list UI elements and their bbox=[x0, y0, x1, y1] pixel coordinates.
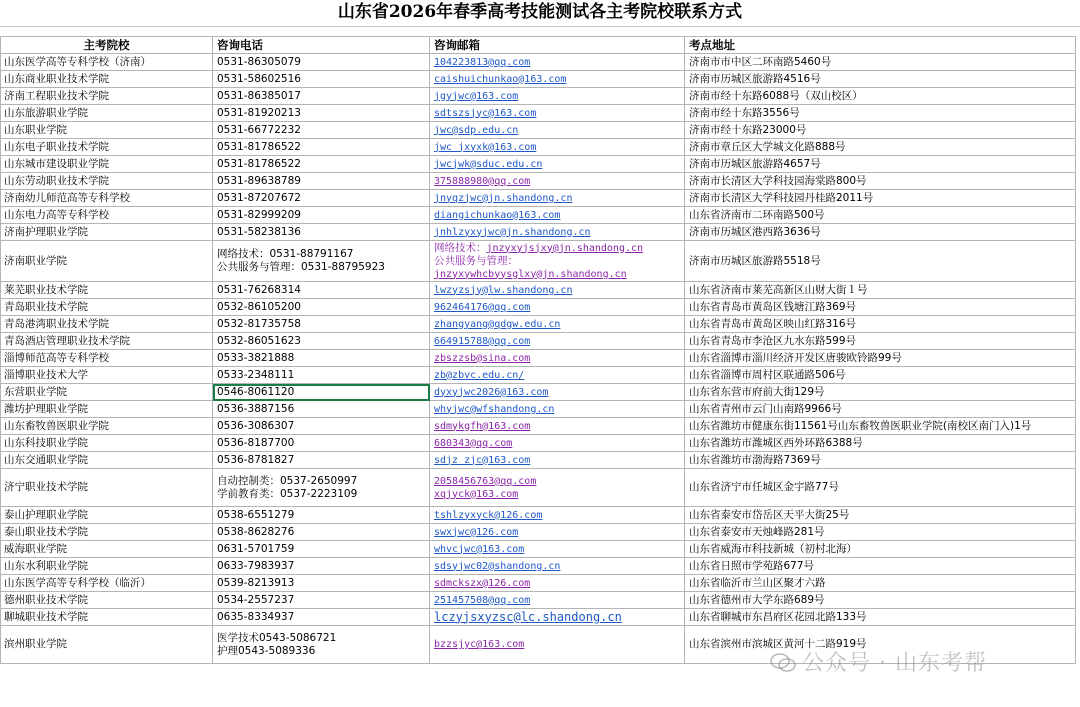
email-link[interactable]: sdsyjwc02@shandong.cn bbox=[434, 560, 561, 572]
cell-address[interactable]: 济南市历城区港西路3636号 bbox=[685, 224, 1076, 241]
email-link[interactable]: swxjwc@126.com bbox=[434, 526, 519, 538]
cell-address[interactable]: 山东省日照市学苑路677号 bbox=[685, 558, 1076, 575]
table-row bbox=[1, 367, 1076, 384]
cell-phone[interactable] bbox=[213, 592, 430, 609]
header-email[interactable]: 咨询邮箱 bbox=[430, 37, 685, 54]
table-row bbox=[1, 207, 1076, 224]
phone-text: 0635-8334937 bbox=[217, 610, 295, 623]
cell-school[interactable]: 青岛职业技术学院 bbox=[1, 299, 213, 316]
phone-text: 0531-89638789 bbox=[217, 174, 301, 187]
table-row bbox=[1, 190, 1076, 207]
cell-address[interactable]: 山东省济南市莱芜高新区山财大街１号 bbox=[685, 282, 1076, 299]
email-link[interactable]: xqjyck@163.com bbox=[434, 488, 519, 500]
phone-text: 0532-86051623 bbox=[217, 334, 301, 347]
cell-email[interactable] bbox=[430, 71, 685, 88]
cell-address[interactable]: 山东省威海市科技新城（初村北海） bbox=[685, 541, 1076, 558]
table-row bbox=[1, 224, 1076, 241]
cell-phone[interactable] bbox=[213, 452, 430, 469]
email-link[interactable]: whyjwc@wfshandong.cn bbox=[434, 403, 555, 415]
cell-email[interactable] bbox=[430, 626, 685, 664]
cell-phone[interactable] bbox=[213, 173, 430, 190]
phone-text: 0531-86305079 bbox=[217, 55, 301, 68]
phone-text: 0534-2557237 bbox=[217, 593, 295, 606]
cell-school[interactable]: 淄博师范高等专科学校 bbox=[1, 350, 213, 367]
cell-email[interactable] bbox=[430, 282, 685, 299]
email-label: 网络技术： bbox=[434, 241, 487, 254]
cell-phone[interactable] bbox=[213, 207, 430, 224]
email-link[interactable]: zb@zbvc.edu.cn/ bbox=[434, 369, 525, 381]
phone-text: 0531-86385017 bbox=[217, 89, 301, 102]
cell-school[interactable]: 济南工程职业技术学院 bbox=[1, 88, 213, 105]
cell-address[interactable]: 山东省青岛市黄岛区映山红路316号 bbox=[685, 316, 1076, 333]
cell-email[interactable] bbox=[430, 367, 685, 384]
cell-phone[interactable] bbox=[213, 156, 430, 173]
cell-address[interactable]: 山东省青岛市李沧区九水东路599号 bbox=[685, 333, 1076, 350]
watermark-text: 公众号 · 山东考帮 bbox=[802, 651, 987, 676]
email-label: 公共服务与管理： bbox=[434, 254, 518, 267]
cell-email[interactable] bbox=[430, 592, 685, 609]
email-link[interactable]: jnzyxywhcbyysglxy@jn.shandong.cn bbox=[434, 268, 627, 280]
phone-text: 0531-82999209 bbox=[217, 208, 301, 221]
cell-email[interactable] bbox=[430, 452, 685, 469]
phone-text: 0533-2348111 bbox=[217, 368, 295, 381]
email-link[interactable]: sdmckszx@126.com bbox=[434, 577, 531, 589]
table-row bbox=[1, 173, 1076, 190]
phone-text: 医学技术0543-5086721 bbox=[217, 631, 337, 644]
email-link[interactable]: tshlzyxyck@126.com bbox=[434, 509, 543, 521]
cell-email[interactable] bbox=[430, 105, 685, 122]
table-row bbox=[1, 469, 1076, 507]
cell-school[interactable]: 济南护理职业学院 bbox=[1, 224, 213, 241]
cell-school[interactable]: 济宁职业技术学院 bbox=[1, 469, 213, 507]
cell-address[interactable]: 济南市历城区旅游路4657号 bbox=[685, 156, 1076, 173]
table-row bbox=[1, 71, 1076, 88]
email-link[interactable]: jwc@sdp.edu.cn bbox=[434, 124, 519, 136]
cell-phone[interactable] bbox=[213, 609, 430, 626]
cell-phone[interactable] bbox=[213, 139, 430, 156]
email-link[interactable]: jwc jxyxk@163.com bbox=[434, 141, 537, 153]
phone-text: 0531-76268314 bbox=[217, 283, 301, 296]
cell-address[interactable]: 山东省青岛市黄岛区钱塘江路369号 bbox=[685, 299, 1076, 316]
cell-phone[interactable] bbox=[213, 224, 430, 241]
cell-email[interactable] bbox=[430, 88, 685, 105]
table-row bbox=[1, 592, 1076, 609]
cell-email[interactable] bbox=[430, 316, 685, 333]
table-row bbox=[1, 88, 1076, 105]
cell-phone[interactable] bbox=[213, 71, 430, 88]
phone-text: 0546-8061120 bbox=[217, 385, 295, 398]
phone-text: 公共服务与管理：0531-88795923 bbox=[217, 261, 385, 273]
cell-phone[interactable] bbox=[213, 299, 430, 316]
cell-phone[interactable] bbox=[213, 88, 430, 105]
phone-text: 网络技术：0531-88791167 bbox=[217, 248, 354, 260]
table-row bbox=[1, 122, 1076, 139]
cell-phone[interactable] bbox=[213, 401, 430, 418]
phone-text: 0631-5701759 bbox=[217, 542, 295, 555]
cell-email[interactable] bbox=[430, 156, 685, 173]
header-row bbox=[1, 37, 1076, 54]
sheet-title: 山东省2026年春季高考技能测试各主考院校联系方式 bbox=[0, 0, 1080, 27]
phone-text: 0531-66772232 bbox=[217, 123, 301, 136]
cell-email[interactable] bbox=[430, 558, 685, 575]
phone-text: 护理0543-5089336 bbox=[217, 644, 316, 657]
cell-phone[interactable] bbox=[213, 54, 430, 71]
table-row bbox=[1, 139, 1076, 156]
cell-address[interactable]: 山东省潍坊市渤海路7369号 bbox=[685, 452, 1076, 469]
email-link[interactable]: jnhlzyxyjwc@jn.shandong.cn bbox=[434, 226, 591, 238]
cell-phone[interactable] bbox=[213, 469, 430, 507]
table-row bbox=[1, 282, 1076, 299]
email-link[interactable]: 962464176@qq.com bbox=[434, 301, 531, 313]
email-link[interactable]: 251457508@qq.com bbox=[434, 594, 531, 606]
phone-text: 0531-87207672 bbox=[217, 191, 301, 204]
cell-school[interactable]: 山东商业职业技术学院 bbox=[1, 71, 213, 88]
cell-school[interactable]: 泰山职业技术学院 bbox=[1, 524, 213, 541]
cell-address[interactable]: 山东省潍坊市健康东街11561号山东畜牧兽医职业学院(南校区南门入)1号 bbox=[685, 418, 1076, 435]
cell-email[interactable] bbox=[430, 207, 685, 224]
cell-school[interactable]: 济南职业学院 bbox=[1, 241, 213, 282]
cell-school[interactable]: 山东医学高等专科学校（临沂） bbox=[1, 575, 213, 592]
cell-email[interactable] bbox=[430, 350, 685, 367]
cell-school[interactable]: 山东旅游职业学院 bbox=[1, 105, 213, 122]
cell-school[interactable]: 山东劳动职业技术学院 bbox=[1, 173, 213, 190]
cell-email[interactable] bbox=[430, 609, 685, 626]
cell-address[interactable]: 济南市经十东路3556号 bbox=[685, 105, 1076, 122]
cell-email[interactable] bbox=[430, 190, 685, 207]
table-row bbox=[1, 541, 1076, 558]
cell-address[interactable]: 山东省泰安市天烛峰路281号 bbox=[685, 524, 1076, 541]
cell-school[interactable]: 山东水利职业学院 bbox=[1, 558, 213, 575]
cell-address[interactable]: 山东省济宁市任城区金宇路77号 bbox=[685, 469, 1076, 507]
email-link[interactable]: 680343@qq.com bbox=[434, 437, 513, 449]
wechat-icon bbox=[770, 653, 796, 673]
cell-address[interactable]: 济南市长清区大学科技园海棠路800号 bbox=[685, 173, 1076, 190]
cell-email[interactable] bbox=[430, 139, 685, 156]
cell-phone[interactable] bbox=[213, 316, 430, 333]
phone-text: 0531-58602516 bbox=[217, 72, 301, 85]
cell-school[interactable]: 滨州职业学院 bbox=[1, 626, 213, 664]
cell-phone[interactable] bbox=[213, 384, 430, 401]
cell-email[interactable] bbox=[430, 418, 685, 435]
cell-address[interactable]: 济南市历城区旅游路5518号 bbox=[685, 241, 1076, 282]
cell-school[interactable]: 山东城市建设职业学院 bbox=[1, 156, 213, 173]
header-phone[interactable]: 咨询电话 bbox=[213, 37, 430, 54]
email-link[interactable]: jgyjwc@163.com bbox=[434, 90, 519, 102]
email-link[interactable]: sdtszsjyc@163.com bbox=[434, 107, 537, 119]
email-link[interactable]: zhangyang@qdgw.edu.cn bbox=[434, 318, 561, 330]
cell-phone[interactable] bbox=[213, 507, 430, 524]
cell-school[interactable]: 潍坊护理职业学院 bbox=[1, 401, 213, 418]
cell-school[interactable]: 山东交通职业学院 bbox=[1, 452, 213, 469]
cell-phone[interactable] bbox=[213, 333, 430, 350]
email-link[interactable]: 664915788@qq.com bbox=[434, 335, 531, 347]
cell-address[interactable]: 济南市章丘区大学城文化路888号 bbox=[685, 139, 1076, 156]
phone-text: 0538-8628276 bbox=[217, 525, 295, 538]
email-link[interactable]: zbszzsb@sina.com bbox=[434, 352, 531, 364]
cell-address[interactable]: 山东省青州市云门山南路9966号 bbox=[685, 401, 1076, 418]
email-link[interactable]: jnyqzjwc@jn.shandong.cn bbox=[434, 192, 573, 204]
cell-address[interactable]: 山东省东营市府前大街129号 bbox=[685, 384, 1076, 401]
cell-email[interactable] bbox=[430, 401, 685, 418]
cell-school[interactable]: 淄博职业技术大学 bbox=[1, 367, 213, 384]
cell-address[interactable]: 山东省德州市大学东路689号 bbox=[685, 592, 1076, 609]
cell-school[interactable]: 莱芜职业技术学院 bbox=[1, 282, 213, 299]
email-link[interactable]: sdmykgfh@163.com bbox=[434, 420, 531, 432]
email-link[interactable]: bzzsjyc@163.com bbox=[434, 639, 525, 650]
cell-school[interactable]: 山东畜牧兽医职业学院 bbox=[1, 418, 213, 435]
cell-address[interactable]: 山东省聊城市东昌府区花园北路133号 bbox=[685, 609, 1076, 626]
phone-text: 0531-81786522 bbox=[217, 140, 301, 153]
phone-text: 0536-8781827 bbox=[217, 453, 295, 466]
cell-phone[interactable] bbox=[213, 367, 430, 384]
phone-text: 学前教育类：0537-2223109 bbox=[217, 487, 358, 500]
cell-phone[interactable] bbox=[213, 524, 430, 541]
cell-phone[interactable] bbox=[213, 435, 430, 452]
cell-email[interactable] bbox=[430, 435, 685, 452]
cell-school[interactable]: 青岛港湾职业技术学院 bbox=[1, 316, 213, 333]
table-row bbox=[1, 316, 1076, 333]
email-link[interactable]: sdjz zjc@163.com bbox=[434, 454, 531, 466]
phone-text: 自动控制类：0537-2650997 bbox=[217, 474, 358, 487]
cell-address[interactable]: 山东省济南市二环南路500号 bbox=[685, 207, 1076, 224]
table-row bbox=[1, 452, 1076, 469]
phone-text: 0531-81920213 bbox=[217, 106, 301, 119]
email-link[interactable]: dyxyjwc2026@163.com bbox=[434, 386, 549, 398]
table-row bbox=[1, 384, 1076, 401]
table-row bbox=[1, 241, 1076, 282]
cell-email[interactable] bbox=[430, 122, 685, 139]
cell-school[interactable]: 威海职业学院 bbox=[1, 541, 213, 558]
cell-address[interactable]: 山东省临沂市兰山区聚才六路 bbox=[685, 575, 1076, 592]
cell-address[interactable]: 济南市长清区大学科技园丹桂路2011号 bbox=[685, 190, 1076, 207]
phone-text: 0536-8187700 bbox=[217, 436, 295, 449]
cell-school[interactable]: 泰山护理职业学院 bbox=[1, 507, 213, 524]
table-row bbox=[1, 507, 1076, 524]
phone-text: 0531-81786522 bbox=[217, 157, 301, 170]
cell-email[interactable] bbox=[430, 173, 685, 190]
cell-email[interactable] bbox=[430, 469, 685, 507]
contact-table bbox=[0, 36, 1076, 664]
phone-text: 0539-8213913 bbox=[217, 576, 295, 589]
cell-school[interactable]: 青岛酒店管理职业技术学院 bbox=[1, 333, 213, 350]
cell-phone[interactable] bbox=[213, 105, 430, 122]
table-row bbox=[1, 575, 1076, 592]
cell-address[interactable]: 山东省潍坊市潍城区西外环路6388号 bbox=[685, 435, 1076, 452]
phone-text: 0532-86105200 bbox=[217, 300, 301, 313]
phone-text: 0533-3821888 bbox=[217, 351, 295, 364]
header-school[interactable]: 主考院校 bbox=[1, 37, 213, 54]
cell-school[interactable]: 东营职业学院 bbox=[1, 384, 213, 401]
table-row bbox=[1, 524, 1076, 541]
table-row bbox=[1, 333, 1076, 350]
cell-phone[interactable] bbox=[213, 241, 430, 282]
email-link[interactable]: caishuichunkao@163.com bbox=[434, 73, 567, 85]
cell-address[interactable]: 济南市市中区二环南路5460号 bbox=[685, 54, 1076, 71]
table-row bbox=[1, 609, 1076, 626]
cell-email[interactable] bbox=[430, 333, 685, 350]
cell-phone[interactable] bbox=[213, 122, 430, 139]
cell-email[interactable] bbox=[430, 241, 685, 282]
cell-email[interactable] bbox=[430, 384, 685, 401]
phone-text: 0531-58238136 bbox=[217, 225, 301, 238]
table-row bbox=[1, 401, 1076, 418]
cell-phone[interactable] bbox=[213, 558, 430, 575]
cell-school[interactable]: 山东医学高等专科学校（济南） bbox=[1, 54, 213, 71]
cell-address[interactable]: 山东省滨州市滨城区黄河十二路919号 bbox=[685, 626, 1076, 664]
email-link[interactable]: whvcjwc@163.com bbox=[434, 543, 525, 555]
cell-phone[interactable] bbox=[213, 541, 430, 558]
email-link[interactable]: jwcjwk@sduc.edu.cn bbox=[434, 158, 543, 170]
email-link[interactable]: 375888980@qq.com bbox=[434, 175, 531, 187]
cell-email[interactable] bbox=[430, 54, 685, 71]
table-row bbox=[1, 350, 1076, 367]
phone-text: 0532-81735758 bbox=[217, 317, 301, 330]
watermark bbox=[770, 646, 987, 677]
cell-phone[interactable] bbox=[213, 190, 430, 207]
email-link[interactable]: lwzyzsjy@lw.shandong.cn bbox=[434, 284, 573, 296]
cell-email[interactable] bbox=[430, 224, 685, 241]
phone-text: 0633-7983937 bbox=[217, 559, 295, 572]
email-link[interactable]: diangichunkao@163.com bbox=[434, 209, 561, 221]
cell-email[interactable] bbox=[430, 575, 685, 592]
table-row bbox=[1, 418, 1076, 435]
email-link[interactable]: lczyjsxyzsc@lc.shandong.cn bbox=[434, 609, 622, 624]
email-link[interactable]: 104223813@qq.com bbox=[434, 56, 531, 68]
phone-text: 0538-6551279 bbox=[217, 508, 295, 521]
cell-school[interactable]: 济南幼儿师范高等专科学校 bbox=[1, 190, 213, 207]
cell-phone[interactable] bbox=[213, 350, 430, 367]
cell-school[interactable]: 山东电子职业技术学院 bbox=[1, 139, 213, 156]
table-row bbox=[1, 105, 1076, 122]
cell-address[interactable]: 济南市经十东路23000号 bbox=[685, 122, 1076, 139]
cell-phone[interactable] bbox=[213, 626, 430, 664]
cell-email[interactable] bbox=[430, 541, 685, 558]
email-link[interactable]: 2058456763@qq.com bbox=[434, 475, 537, 487]
table-row bbox=[1, 54, 1076, 71]
cell-phone[interactable] bbox=[213, 418, 430, 435]
table-row bbox=[1, 299, 1076, 316]
cell-school[interactable]: 聊城职业技术学院 bbox=[1, 609, 213, 626]
cell-school[interactable]: 德州职业技术学院 bbox=[1, 592, 213, 609]
cell-address[interactable]: 山东省泰安市岱岳区天平大街25号 bbox=[685, 507, 1076, 524]
table-row bbox=[1, 558, 1076, 575]
cell-phone[interactable] bbox=[213, 575, 430, 592]
cell-address[interactable]: 山东省淄博市淄川经济开发区唐骏欧铃路99号 bbox=[685, 350, 1076, 367]
cell-school[interactable]: 山东电力高等专科学校 bbox=[1, 207, 213, 224]
cell-address[interactable]: 山东省淄博市周村区联通路506号 bbox=[685, 367, 1076, 384]
cell-phone[interactable] bbox=[213, 282, 430, 299]
cell-school[interactable]: 山东科技职业学院 bbox=[1, 435, 213, 452]
table-row bbox=[1, 156, 1076, 173]
cell-address[interactable]: 济南市历城区旅游路4516号 bbox=[685, 71, 1076, 88]
cell-address[interactable]: 济南市经十东路6088号（双山校区） bbox=[685, 88, 1076, 105]
phone-text: 0536-3887156 bbox=[217, 402, 295, 415]
cell-school[interactable]: 山东职业学院 bbox=[1, 122, 213, 139]
header-address[interactable]: 考点地址 bbox=[685, 37, 1076, 54]
phone-text: 0536-3086307 bbox=[217, 419, 295, 432]
table-row bbox=[1, 435, 1076, 452]
cell-email[interactable] bbox=[430, 507, 685, 524]
cell-email[interactable] bbox=[430, 524, 685, 541]
email-link[interactable]: jnzyxyjsjxy@jn.shandong.cn bbox=[486, 242, 644, 254]
cell-email[interactable] bbox=[430, 299, 685, 316]
